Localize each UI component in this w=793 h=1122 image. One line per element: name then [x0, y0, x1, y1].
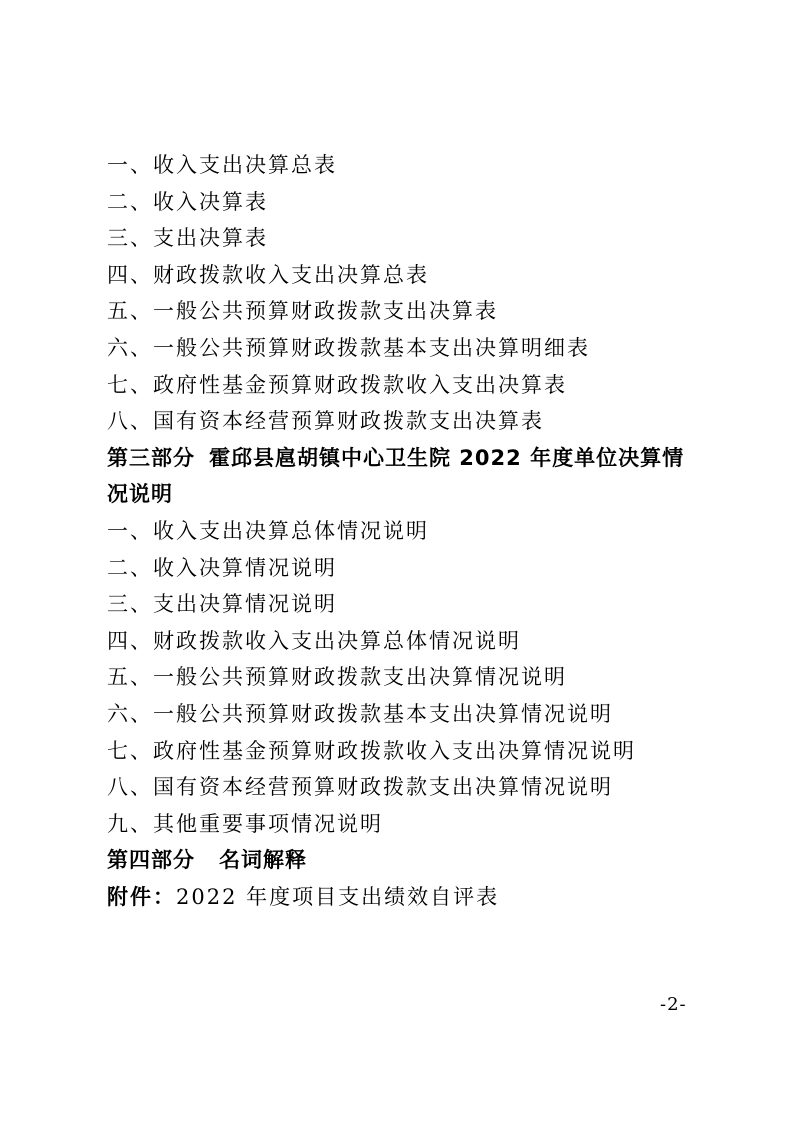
toc-item: 三、支出决算情况说明 [107, 592, 337, 617]
part4-title: 名词解释 [219, 848, 307, 873]
toc-item: 七、政府性基金预算财政拨款收入支出决算情况说明 [107, 738, 636, 763]
document-page [107, 147, 707, 915]
toc-item: 九、其他重要事项情况说明 [107, 811, 383, 836]
toc-item: 六、一般公共预算财政拨款基本支出决算明细表 [107, 335, 590, 360]
attachment-text: 2022 年度项目支出绩效自评表 [176, 884, 500, 909]
toc-item: 三、支出决算表 [107, 226, 268, 251]
toc-item: 二、收入决算表 [107, 189, 268, 214]
toc-item: 八、国有资本经营预算财政拨款支出决算情况说明 [107, 775, 613, 800]
toc-item: 五、一般公共预算财政拨款支出决算情况说明 [107, 665, 567, 690]
toc-item: 六、一般公共预算财政拨款基本支出决算情况说明 [107, 701, 613, 726]
toc-item: 二、收入决算情况说明 [107, 555, 337, 580]
part3-title: 霍邱县扈胡镇中心卫生院 2022 年度单位决算情况说明 [107, 445, 685, 507]
toc-item: 八、国有资本经营预算财政拨款支出决算表 [107, 409, 544, 434]
toc-item: 四、财政拨款收入支出决算总体情况说明 [107, 628, 521, 653]
part4-label: 第四部分 [107, 848, 195, 873]
part4-heading [107, 842, 697, 879]
part3-heading [107, 440, 697, 513]
part3-label: 第三部分 [107, 445, 195, 470]
page-number: -2- [660, 994, 687, 1015]
toc-item: 一、收入支出决算总体情况说明 [107, 518, 429, 543]
attachment-line [107, 879, 707, 916]
toc-item: 一、收入支出决算总表 [107, 153, 337, 177]
toc-item: 五、一般公共预算财政拨款支出决算表 [107, 299, 498, 324]
attachment-label: 附件： [107, 884, 176, 909]
toc-item: 四、财政拨款收入支出决算总表 [107, 262, 429, 287]
toc-item: 七、政府性基金预算财政拨款收入支出决算表 [107, 372, 567, 397]
